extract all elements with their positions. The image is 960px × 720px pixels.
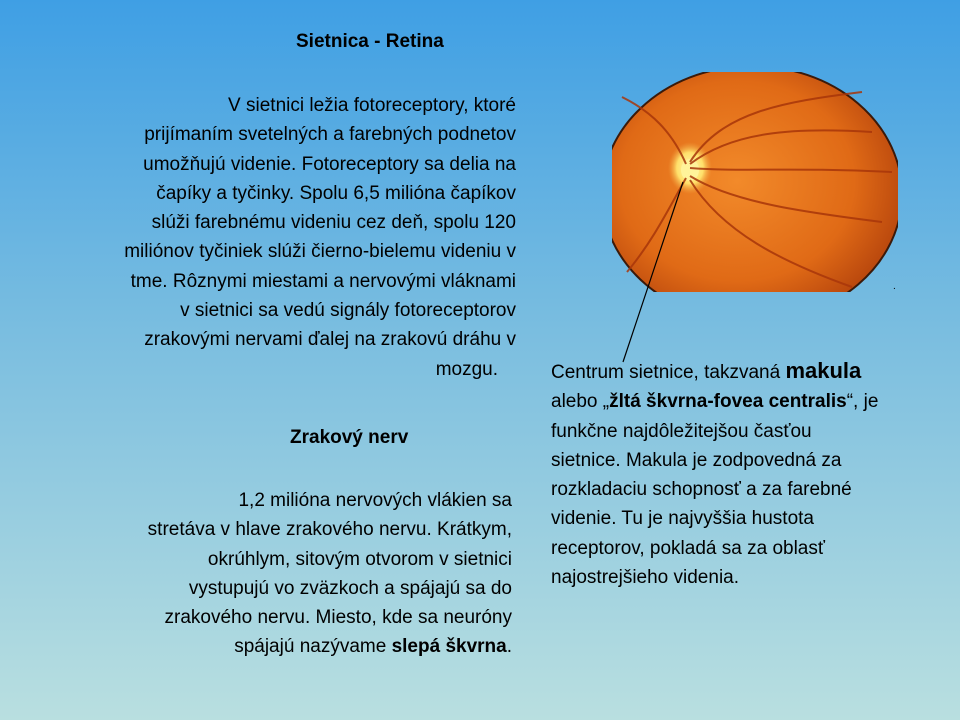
macula-or-text: alebo „ — [551, 391, 610, 413]
optic-nerve-heading: Zrakový nerv — [290, 427, 409, 448]
retina-description-line: čapíky a tyčinky. Spolu 6,5 milióna čapíkov — [156, 182, 516, 204]
retina-description-line: zrakovými nervami ďalej na zrakovú dráhu v — [144, 329, 516, 351]
macula-intro: Centrum sietnice, takzvaná — [551, 362, 786, 383]
slide-title: Sietnica - Retina — [296, 31, 444, 52]
optic-nerve-line — [40, 632, 512, 661]
optic-nerve-line: okrúhlym, sitovým otvorom v sietnici — [207, 548, 512, 570]
blind-spot-prefix: spájajú nazývame — [234, 636, 392, 658]
blind-spot-term: slepá škvrna — [391, 636, 507, 658]
optic-nerve-line: vystupujú vo zväzkoch a spájajú sa do — [188, 577, 512, 599]
optic-nerve-line: stretáva v hlave zrakového nervu. Krátkym, — [147, 519, 512, 541]
retina-description — [10, 91, 516, 384]
retina-description-line: V sietnici ležia fotoreceptory, ktoré — [228, 95, 516, 116]
retina-description-line: tme. Rôznymi miestami a nervovými vláknami — [130, 270, 516, 292]
retina-description-line: mozgu. — [435, 358, 498, 380]
retina-fundus-svg — [612, 72, 898, 292]
yellow-spot-term: žltá škvrna-fovea centralis — [609, 391, 847, 413]
macula-term: makula — [785, 358, 862, 383]
macula-description — [551, 356, 881, 592]
retina-fundus-image — [612, 72, 898, 292]
macula-rest: “, je funkčne najdôležitejšou časťou sietnice. Makula je zodpovedná za rozkladaciu schopnosť a za farebné videnie. Tu je najvyššia hustota receptorov, pokladá sa za oblasť najostrejšieho videnia. — [551, 391, 879, 589]
optic-nerve-line: 1,2 milióna nervových vlákien sa — [238, 490, 512, 511]
optic-nerve-description — [40, 486, 512, 662]
blind-spot-suffix: . — [506, 636, 512, 658]
retina-description-line: prijímaním svetelných a farebných podnetov — [144, 124, 516, 146]
retina-description-line: slúži farebnému videniu cez deň, spolu 120 — [151, 212, 516, 234]
stray-dot: . — [893, 281, 896, 292]
retina-description-line: v sietnici sa vedú signály fotoreceptorov — [180, 300, 516, 322]
retina-description-line: umožňujú videnie. Fotoreceptory sa delia na — [143, 153, 516, 175]
retina-description-line: miliónov tyčiniek slúži čierno-bielemu videniu v — [124, 241, 516, 263]
optic-nerve-line: zrakového nervu. Miesto, kde sa neuróny — [164, 607, 512, 629]
